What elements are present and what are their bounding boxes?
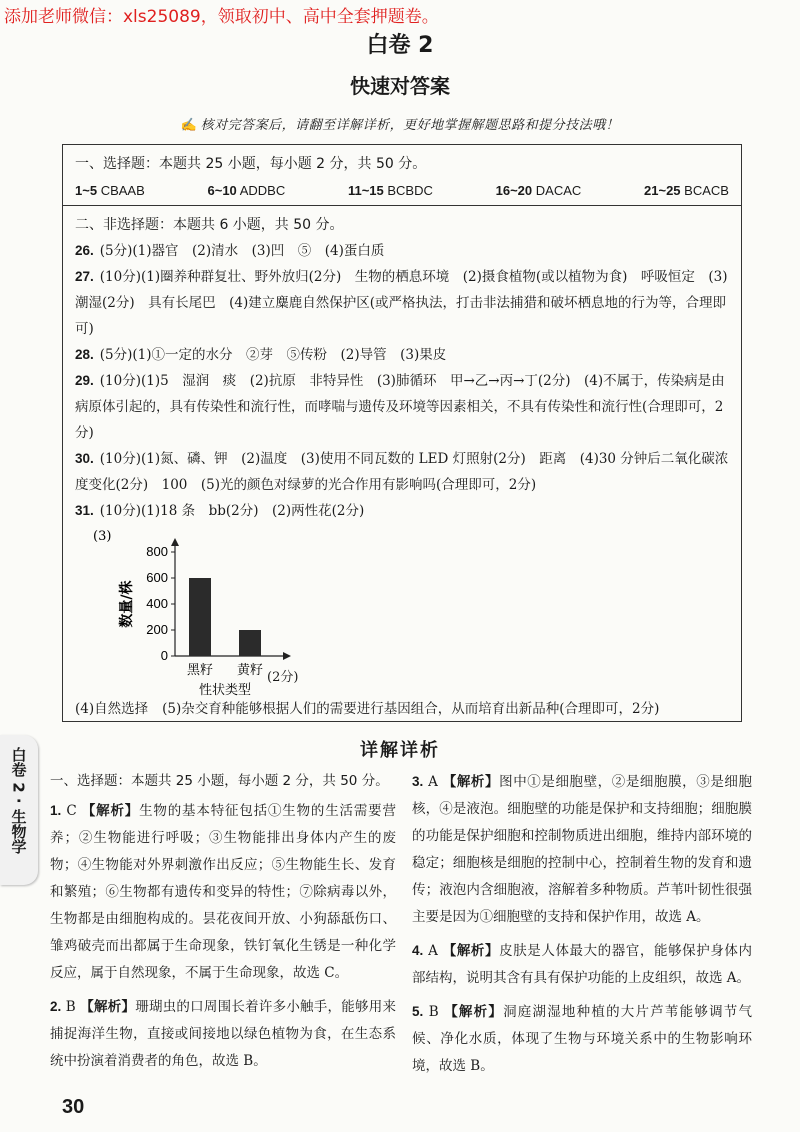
- detail-column-right: [412, 768, 752, 1086]
- page-subtitle: 快速对答案: [350, 74, 450, 98]
- detail-item-2: 2. B 【解析】珊瑚虫的口周围长着许多小触手，能够用来捕捉海洋生物，直接或间接地以绿色植物为食，在生态系统中扮演着消费者的角色，故选 B。: [50, 999, 396, 1069]
- y-tick-label: 400: [146, 596, 168, 611]
- x-category-label: 黄籽: [236, 663, 264, 678]
- choice-answers-box: [62, 144, 742, 206]
- answer-group: 16~20 DACAC: [495, 183, 582, 198]
- nonchoice-answers-box: [62, 206, 742, 722]
- bar-黄籽: [239, 630, 261, 656]
- answer-group: 11~15 BCBDC: [347, 183, 433, 198]
- tip-line: [0, 114, 800, 133]
- answer-group: 21~25 BCACB: [644, 183, 729, 198]
- pen-icon: ✍: [180, 118, 198, 133]
- question-30: 30. (10分)(1)氮、磷、钾 (2)温度 (3)使用不同瓦数的 LED 灯照射(2分) 距离 (4)30 分钟后二氧化碳浓度变化(2分) 100 (5)光的颜色对绿萝的光合作用有影响吗(合理即可，2分): [75, 451, 729, 493]
- x-axis-label: 性状类型: [198, 683, 252, 696]
- nonchoice-heading: 二、非选择题：本题共 6 小题，共 50 分。: [75, 217, 344, 233]
- page-number: 30: [62, 1096, 85, 1118]
- y-axis-arrow: [171, 538, 179, 546]
- question-26: 26. (5分)(1)器官 (2)清水 (3)凹 ⑤ (4)蛋白质: [75, 243, 385, 259]
- detail-item-4: 4. A 【解析】皮肤是人体最大的器官，能够保护身体内部结构，说明其含有具有保护功能的上皮组织，故选 A。: [412, 943, 753, 986]
- x-category-label: 黑籽: [186, 663, 214, 678]
- x-axis-arrow: [283, 652, 291, 660]
- y-tick-label: 0: [160, 648, 168, 663]
- detail-section-heading: 一、选择题：本题共 25 小题，每小题 2 分，共 50 分。: [50, 773, 389, 789]
- q31-chart-area: [75, 526, 729, 696]
- y-tick-label: 200: [146, 622, 168, 637]
- question-31: 31. (10分)(1)18 条 bb(2分) (2)两性花(2分): [75, 503, 365, 519]
- detail-item-5: 5. B 【解析】洞庭湖湿地种植的大片芦苇能够调节气候、净化水质，体现了生物与环境关系中的生物影响环境，故选 B。: [412, 1004, 753, 1074]
- choice-answer-row: [75, 183, 729, 198]
- answer-group: 1~5 CBAAB: [75, 183, 145, 198]
- answer-group: 6~10 ADDBC: [207, 183, 286, 198]
- tip-text: 核对完答案后，请翻至详解详析，更好地掌握解题思路和提分技法哦！: [200, 118, 620, 133]
- question-29: 29. (10分)(1)5 湿润 痰 (2)抗原 非特异性 (3)肺循环 甲→乙→丙→丁(2分) (4)不属于，传染病是由病原体引起的，具有传染性和流行性，而哮喘与遗传及环境等因素相关，不具有传染性和流行性(合理即可，2分): [75, 373, 725, 441]
- y-axis-label: 数量/株: [119, 580, 135, 628]
- promo-banner: 添加老师微信：xls25089，领取初中、高中全套押题卷。: [4, 7, 439, 27]
- page-title: 白卷 2: [366, 33, 434, 58]
- chart-ticks: [146, 544, 175, 663]
- side-tab: 白卷 2 · 生物学: [0, 735, 38, 885]
- detail-title: 详解详析: [360, 740, 440, 761]
- chart-bars: [189, 578, 261, 656]
- question-28: 28. (5分)(1)①一定的水分 ②芽 ⑤传粉 (2)导管 (3)果皮: [75, 347, 447, 363]
- detail-column-left: [50, 768, 396, 1081]
- chart-categories: [187, 662, 263, 678]
- detail-item-3: 3. A 【解析】图中①是细胞壁，②是细胞膜，③是细胞核，④是液泡。细胞壁的功能是保护和支持细胞；细胞膜的功能是保护细胞和控制物质进出细胞，维持内部环境的稳定；细胞核是细胞的控制中心，控制着生物的发育和遗传；液泡内含细胞液，溶解着多种物质。芦苇叶韧性很强主要是因为①细胞壁的支持和保护作用，故选 A。: [412, 774, 753, 925]
- question-31-end: (4)自然选择 (5)杂交育种能够根据人们的需要进行基因组合，从而培育出新品种(合理即可，2分): [75, 701, 660, 717]
- q31-chart-note: (2分): [267, 670, 299, 685]
- question-27: 27. (10分)(1)圈养种群复壮、野外放归(2分) 生物的栖息环境 (2)摄食植物(或以植物为食) 呼吸恒定 (3)潮湿(2分) 具有长尾巴 (4)建立麋鹿自然保护区(或严格执法，打击非法捕猎和破坏栖息地的行为等，合理即可): [75, 269, 728, 337]
- y-tick-label: 800: [146, 544, 168, 559]
- q31-part3-label: (3): [93, 529, 112, 544]
- detail-item-1: 1. C 【解析】生物的基本特征包括①生物的生活需要营养；②生物能进行呼吸；③生物能排出身体内产生的废物；④生物能对外界刺激作出反应；⑤生物能生长、发育和繁殖；⑥生物都有遗传和变异的特性；⑦除病毒以外，生物都是由细胞构成的。昙花夜间开放、小狗舔舐伤口、雏鸡破壳而出都属于生命现象，铁钉氧化生锈是一种化学反应，属于自然现象，不属于生命现象，故选 C。: [50, 803, 397, 981]
- y-tick-label: 600: [146, 570, 168, 585]
- bar-黑籽: [189, 578, 211, 656]
- choice-heading: 一、选择题：本题共 25 小题，每小题 2 分，共 50 分。: [75, 156, 427, 172]
- bar-chart: [75, 526, 375, 696]
